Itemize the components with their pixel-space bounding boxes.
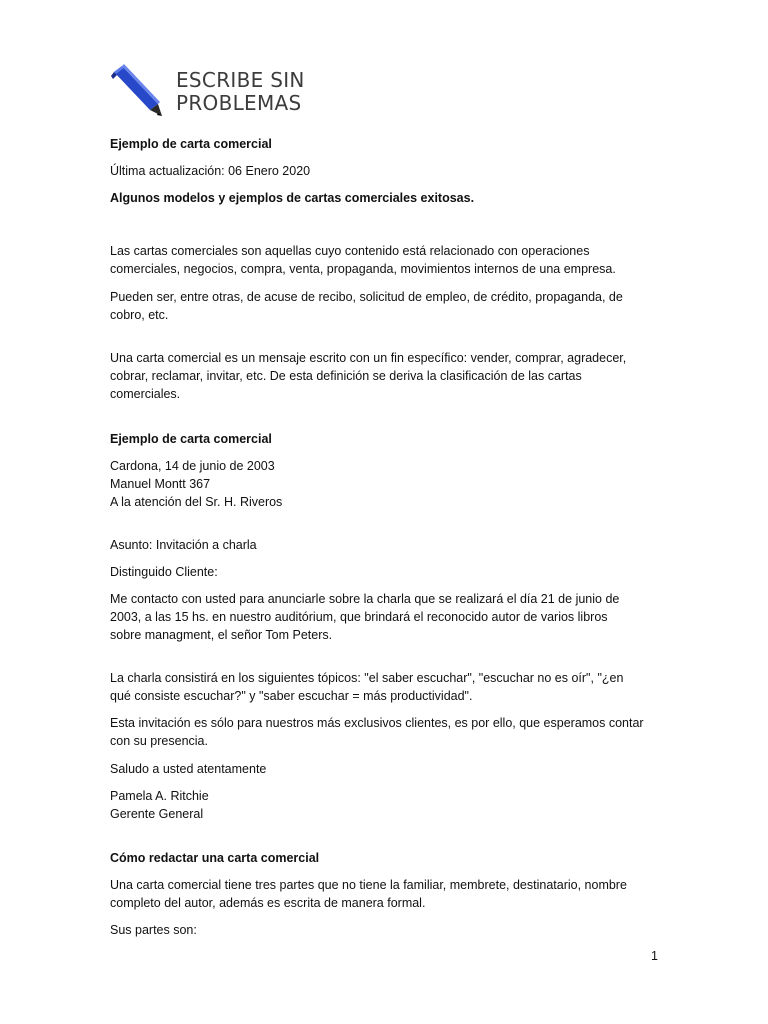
letter-subject: Asunto: Invitación a charla [110,538,257,552]
text-line: comerciales, negocios, compra, venta, propaganda, movimientos internos de una empresa. [110,262,616,276]
text-line: sobre managment, el señor Tom Peters. [110,628,333,642]
text-line: Una carta comercial tiene tres partes que no tiene la familiar, membrete, destinatario, nombre [110,878,627,892]
example-heading: Ejemplo de carta comercial [110,432,272,446]
howto-heading: Cómo redactar una carta comercial [110,851,320,865]
intro-paragraph-2 [110,288,670,324]
pencil-icon [108,64,168,120]
text-line: Una carta comercial es un mensaje escrito con un fin específico: vender, comprar, agradecer, [110,351,627,365]
signer-title: Gerente General [110,807,204,821]
letter-signature [110,787,670,823]
text-line: comerciales. [110,387,181,401]
text-line: qué consiste escuchar?" y "saber escuchar = más productividad". [110,689,473,703]
logo-line-2: PROBLEMAS [176,91,302,115]
text-line: Esta invitación es sólo para nuestros más exclusivos clientes, es por ello, que esperamos contar [110,716,644,730]
text-line: completo del autor, además es escrita de manera formal. [110,896,426,910]
intro-paragraph-3 [110,349,670,403]
logo-text [176,69,305,115]
text-line: cobro, etc. [110,308,169,322]
document-subtitle: Algunos modelos y ejemplos de cartas comerciales exitosas. [110,191,475,205]
page-number: 1 [651,949,658,963]
letter-body-1 [110,590,670,644]
letter-place-date: Cardona, 14 de junio de 2003 [110,459,275,473]
text-line: 2003, a las 15 hs. en nuestro auditórium, que brindará el reconocido autor de varios libros [110,610,608,624]
document-title: Ejemplo de carta comercial [110,137,272,151]
letter-body-2 [110,669,670,705]
text-line: con su presencia. [110,734,208,748]
parts-label: Sus partes son: [110,923,197,937]
text-line: Las cartas comerciales son aquellas cuyo contenido está relacionado con operaciones [110,244,590,258]
signer-name: Pamela A. Ritchie [110,789,209,803]
text-line: Pueden ser, entre otras, de acuse de recibo, solicitud de empleo, de crédito, propaganda, de [110,290,623,304]
letter-attention: A la atención del Sr. H. Riveros [110,495,283,509]
letter-header [110,457,670,511]
last-updated: Última actualización: 06 Enero 2020 [110,164,311,178]
howto-paragraph [110,876,670,912]
text-line: cobrar, reclamar, invitar, etc. De esta definición se deriva la clasificación de las cartas [110,369,582,383]
letter-greeting: Distinguido Cliente: [110,565,218,579]
letter-address: Manuel Montt 367 [110,477,211,491]
text-line: Me contacto con usted para anunciarle sobre la charla que se realizará el día 21 de junio de [110,592,620,606]
letter-body-3 [110,714,670,750]
letter-closing: Saludo a usted atentamente [110,762,267,776]
logo [108,64,305,120]
text-line: La charla consistirá en los siguientes tópicos: "el saber escuchar", "escuchar no es oír", "¿en [110,671,624,685]
intro-paragraph-1 [110,242,670,278]
logo-line-1: ESCRIBE SIN [176,68,305,92]
